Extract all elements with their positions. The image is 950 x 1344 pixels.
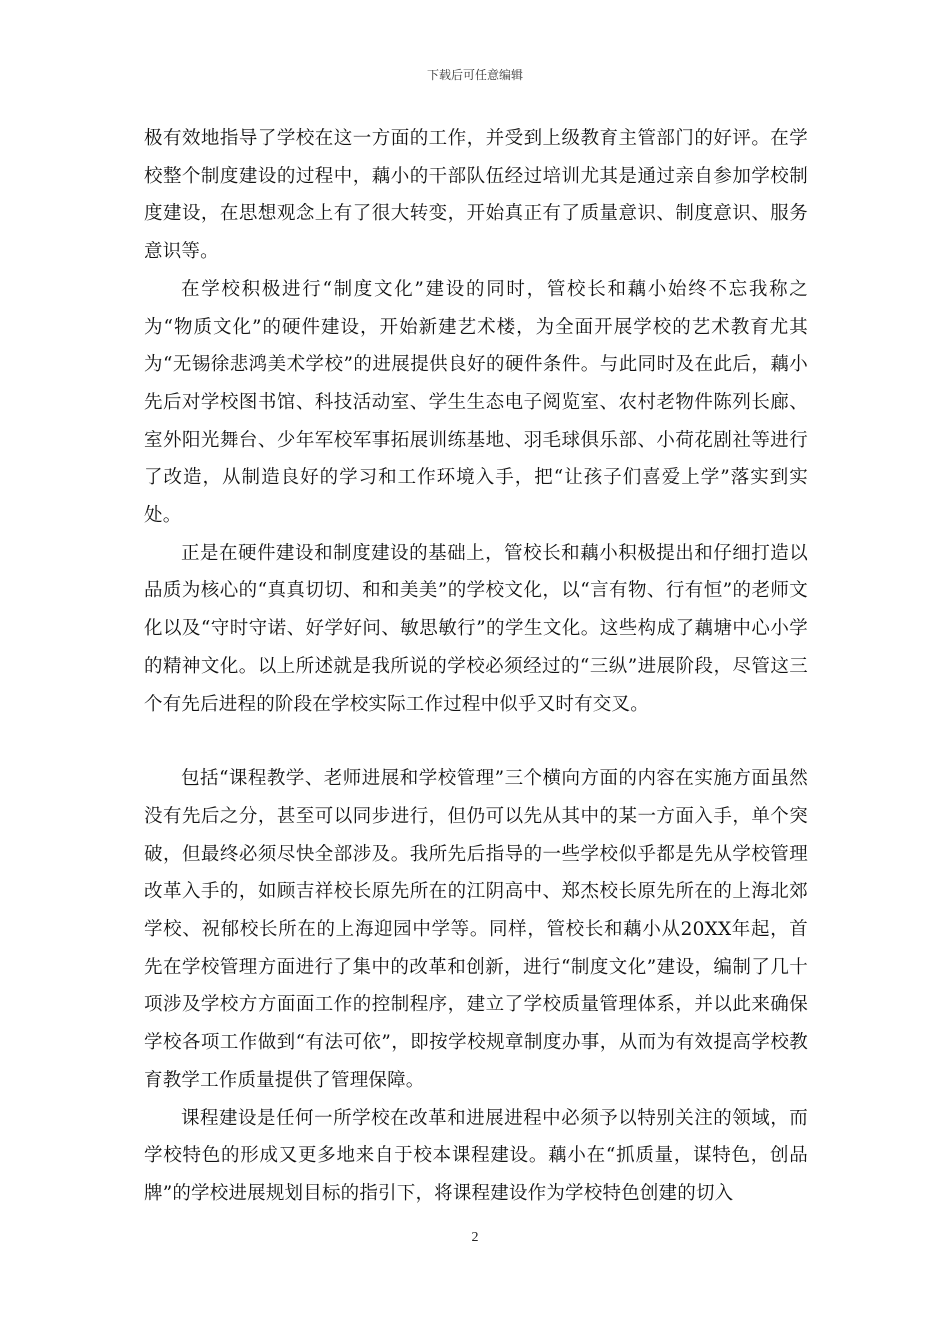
paragraph-2: 在学校积极进行“制度文化”建设的同时，管校长和藕小始终不忘我称之为“物质文化”的硬件建设，开始新建艺术楼，为全面开展学校的艺术教育尤其为“无锡徐悲鸿美术学校”的进展提供良好的硬件条件。与此同时及在此后，藕小先后对学校图书馆、科技活动室、学生生态电子阅览室、农村老物件陈列长廊、室外阳光舞台、少年军校军事拓展训练基地、羽毛球俱乐部、小荷花剧社等进行了改造，从制造良好的学习和工作环境入手，把“让孩子们喜爱上学”落实到实处。 (144, 278, 808, 527)
header-note: 下载后可任意编辑 (426, 68, 523, 82)
paragraph-5: 课程建设是任何一所学校在改革和进展进程中必须予以特别关注的领域，而学校特色的形成又更多地来自于校本课程建设。藕小在“抓质量，谋特色，创品牌”的学校进展规划目标的指引下，将课程建设作为学校特色创建的切入 (144, 1107, 808, 1204)
paragraph-gap (144, 723, 808, 760)
paragraph-3: 正是在硬件建设和制度建设的基础上，管校长和藕小积极提出和仔细打造以品质为核心的“真真切切、和和美美”的学校文化，以“言有物、行有恒”的老师文化以及“守时守诺、好学好问、敏思敏行”的学生文化。这些构成了藕塘中心小学的精神文化。以上所述就是我所说的学校必须经过的“三纵”进展阶段，尽管这三个有先后进程的阶段在学校实际工作过程中似乎又时有交叉。 (144, 542, 808, 715)
page-number: 2 (471, 1230, 479, 1245)
paragraph-1: 极有效地指导了学校在这一方面的工作，并受到上级教育主管部门的好评。在学校整个制度建设的过程中，藕小的干部队伍经过培训尤其是通过亲自参加学校制度建设，在思想观念上有了很大转变，开始真正有了质量意识、制度意识、服务意识等。 (144, 128, 808, 263)
document-body (144, 120, 808, 1213)
paragraph-4: 包括“课程教学、老师进展和学校管理”三个横向方面的内容在实施方面虽然没有先后之分，甚至可以同步进行，但仍可以先从其中的某一方面入手，单个突破，但最终必须尽快全部涉及。我所先后指导的一些学校似乎都是先从学校管理改革入手的，如顾吉祥校长原先所在的江阴高中、郑杰校长原先所在的上海北郊学校、祝郁校长所在的上海迎园中学等。同样，管校长和藕小从20XX年起，首先在学校管理方面进行了集中的改革和创新，进行“制度文化”建设，编制了几十项涉及学校方方面面工作的控制程序，建立了学校质量管理体系，并以此来确保学校各项工作做到“有法可依”，即按学校规章制度办事，从而为有效提高学校教育教学工作质量提供了管理保障。 (144, 768, 808, 1091)
